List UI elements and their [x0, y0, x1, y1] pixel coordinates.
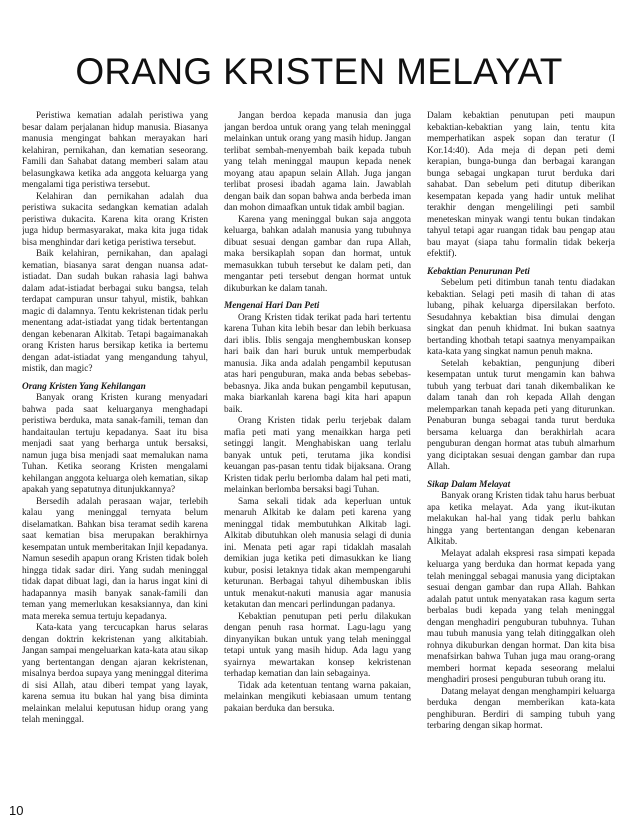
- paragraph: Melayat adalah ekspresi rasa simpati kepada keluarga yang berduka dan hormat kepada yang telah meninggal sebagai manusia yang diciptakan sesuai dengan gambar dan rupa Allah. Bahkan adalah patut untuk menyatakan rasa kagum serta berbalas budi kepada yang telah meninggal dengan menghadiri penguburan tubuhnya. Tuhan mau tubuh manusia yang telah ditinggalkan oleh rohnya dikuburkan dengan hormat. Dan kita bisa menafsirkan bahwa Tuhan juga mau orang-orang memberi hormat kepada seseorang melalui menghadiri prosesi penguburan tubuh orang itu.: [427, 548, 615, 685]
- section-heading: Kebaktian Penurunan Peti: [427, 266, 530, 277]
- section-heading: Sikap Dalam Melayat: [427, 479, 511, 490]
- text-column-2: [224, 111, 411, 803]
- paragraph: Datang melayat dengan menghampiri keluarga berduka dengan memberikan kata-kata penghiburan. Berdiri di samping tubuh yang terbaring dengan sikap hormat.: [427, 686, 615, 731]
- text-column-1: [22, 111, 208, 803]
- paragraph: Orang Kristen tidak perlu terjebak dalam mafia peti mati yang menaikkan harga peti setinggi langit. Menghabiskan uang terlalu banyak untuk peti, terutama jika kondisi keuangan pas-pasan tentu tidak bijaksana. Orang Kristen tidak perlu berlomba dalam hal peti mati, melainkan berlomba bersaksi bagi Tuhan.: [224, 416, 411, 495]
- paragraph: Kelahiran dan pernikahan adalah dua peristiwa sukacita sedangkan kematian adalah peristiwa dukacita. Karena kita orang Kristen juga hidup bermasyarakat, maka kita juga tidak bisa menghindar dari ketiga peristiwa tersebut.: [22, 191, 208, 248]
- paragraph: Banyak orang Kristen tidak tahu harus berbuat apa ketika melayat. Ada yang ikut-ikutan melakukan hal-hal yang tidak perlu bahkan hingga yang bertentangan dengan kebenaran Alkitab.: [427, 491, 615, 547]
- paragraph: Kebaktian penutupan peti perlu dilakukan dengan penuh rasa hormat. Lagu-lagu yang dinyanyikan bukan untuk yang telah meninggal tetapi untuk yang masih hidup. Ada lagu yang syairnya mewartakan konsep kekristenan terhadap kematian dan lain sebagainya.: [224, 611, 411, 679]
- text-column-3: [427, 111, 615, 803]
- page-number: 10: [9, 803, 24, 818]
- paragraph: Sama sekali tidak ada keperluan untuk menaruh Alkitab ke dalam peti karena yang meninggal tidak membutuhkan Alkitab lagi. Alkitab dibutuhkan oleh manusia selagi di dunia ini. Menata peti agar rapi tidaklah masalah demikian juga ketika peti dimasukkan ke liang kubur, posisi letaknya tidak akan mempengaruhi keturunan. Berbagai tahyul dihembuskan iblis untuk menakut-nakuti manusia agar manusia ketakutan dan mencari perlindungan padanya.: [224, 496, 411, 610]
- paragraph: Banyak orang Kristen kurang menyadari bahwa pada saat keluarganya menghadapi peristiwa berduka, mata sanak-famili, teman dan handaitaulan tertuju kepadanya. Saat itu bisa menjadi saat yang berharga untuk bersaksi, namun juga bisa menjadi saat memalukan nama Tuhan. Ketika seorang Kristen mengalami kehilangan anggota keluarga oleh kematian, sikap apakah yang sepatutnya ditunjukkannya?: [22, 393, 208, 495]
- paragraph: Sebelum peti ditimbun tanah tentu diadakan kebaktian. Selagi peti masih di tahan di atas lubang, pihak keluarga dipersilakan berfoto. Sesudahnya kebaktian bisa dimulai dengan singkat dan penuh khidmat. Ini bukan saatnya bertanding khotbah tetapi saatnya menyampaikan kata-kata yang singkat namun penuh makna.: [427, 278, 615, 357]
- paragraph: Orang Kristen tidak terikat pada hari tertentu karena Tuhan kita lebih besar dan lebih berkuasa dari iblis. Iblis sengaja menghembuskan konsep hari baik dan hari buruk untuk memperbudak manusia. Jika anda adalah pengambil keputusan atas hari penguburan, maka anda bebas sebebas-bebasnya. Jika anda bukan pengambil keputusan, maka biarkanlah karena bagi kita hari apapun baik.: [224, 312, 411, 415]
- article-title: ORANG KRISTEN MELAYAT: [75, 51, 563, 92]
- paragraph: Bersedih adalah perasaan wajar, terlebih kalau yang meninggal ternyata belum diselamatkan. Bahkan bisa teramat sedih karena saat kematian bisa merupakan berakhirnya kesempatan untuk memberitakan Injil kepadanya. Namun sesedih apapun orang Kristen tidak boleh hingga tidak sadar diri. Yang sudah meninggal tidak dapat dibuat lagi, dan ia harus ingat kini di hadapannya masih banyak sanak-famili dan teman yang memerlukan kesaksiannya, dan kini mata mereka semua tertuju kepadanya.: [22, 496, 208, 622]
- section-heading: Mengenai Hari Dan Peti: [224, 301, 320, 311]
- paragraph: Tidak ada ketentuan tentang warna pakaian, melainkan mengikuti kebiasaan umum tentang pakaian berduka dan bersuka.: [224, 680, 411, 714]
- paragraph: Jangan berdoa kepada manusia dan juga jangan berdoa untuk orang yang telah meninggal melainkan untuk orang yang masih hidup. Jangan terlibat sembah-menyembah baik kepada tubuh yang telah meninggal maupun kepada nenek moyang atau apapun selain Allah. Juga jangan terlibat prosesi ibadah agama lain. Jawablah dengan baik dan sopan bahwa anda berbeda iman dan mohon dimaafkan untuk tidak ambil bagian.: [224, 111, 411, 213]
- paragraph: Kata-kata yang tercucapkan harus selaras dengan doktrin kekristenan yang alkitabiah. Jangan sampai mengeluarkan kata-kata atau sikap yang bertentangan dengan ajaran kekristenan, misalnya berdoa supaya yang meninggal diterima di sisi Allah, atau diberi tempat yang layak, karena semua itu bukan hal yang bisa diminta melainkan melalui keputusan hidup orang yang telah meninggal.: [22, 623, 208, 725]
- paragraph: Peristiwa kematian adalah peristiwa yang besar dalam perjalanan hidup manusia. Biasanya manusia mengingat bahkan merayakan hari kelahiran, pernikahan, dan kematian seseorang. Famili dan Sahabat datang memberi salam atau belasungkawa ketika ada anggota keluarga yang mengalami tiga peristiwa tersebut.: [22, 111, 208, 190]
- paragraph: Dalam kebaktian penutupan peti maupun kebaktian-kebaktian yang lain, tentu kita memperhatikan aspek sopan dan teratur (I Kor.14:40). Ada meja di depan peti demi kerapian, bunga-bunga dan berbagai karangan bunga sebagai ungkapan turut berduka dari sahabat. Dan sebelum peti ditutup diberikan kesempatan kepada yang hadir untuk melihat terakhir dengan mengelilingi peti sambil meneteskan minyak wangi tentu bukan tindakan tahyul tetapi agar ruangan tidak bau pengap atau bau mayat (siapa tahu formalin tidak bekerja efektif).: [427, 111, 615, 259]
- paragraph: Setelah kebaktian, pengunjung diberi kesempatan untuk turut mengamin kan bahwa tubuh yang terbuat dari tanah dikembalikan ke dalam tanah dan roh kepada Allah dengan melemparkan tanah kepada peti yang diturunkan. Penaburan bunga sebagai tanda turut berduka bersama keluarga dan berakhirlah acara penguburan dengan hormat atas tubuh almarhum yang diciptakan sesuai dengan gambar dan rupa Allah.: [427, 358, 615, 472]
- paragraph: Karena yang meninggal bukan saja anggota keluarga, bahkan adalah manusia yang tubuhnya dibuat sesuai dengan gambar dan rupa Allah, maka bersikaplah sopan dan hormat, untuk memasukkan tubuh tersebut ke dalam peti, dan mengantar peti tersebut dengan hormat untuk dikuburkan ke dalam tanah.: [224, 214, 411, 294]
- paragraph: Baik kelahiran, pernikahan, dan apalagi kematian, biasanya sarat dengan nuansa adat-istiadat. Dan sudah bukan rahasia lagi bahwa dalam adat-istiadat berbagai suku bangsa, telah terdapat campuran unsur tahyul, mistik, bahkan magic di dalamnya. Tentu kekristenan tidak perlu menentang adat-istiadat yang tidak bertentangan dengan kebenaran Alkitab. Tetapi bagaimanakah orang Kristen harus bersikap ketika ia bertemu dengan adat-istiadat yang mengandung tahyul, mistik, dan magic?: [22, 249, 208, 374]
- section-heading: Orang Kristen Yang Kehilangan: [22, 381, 146, 392]
